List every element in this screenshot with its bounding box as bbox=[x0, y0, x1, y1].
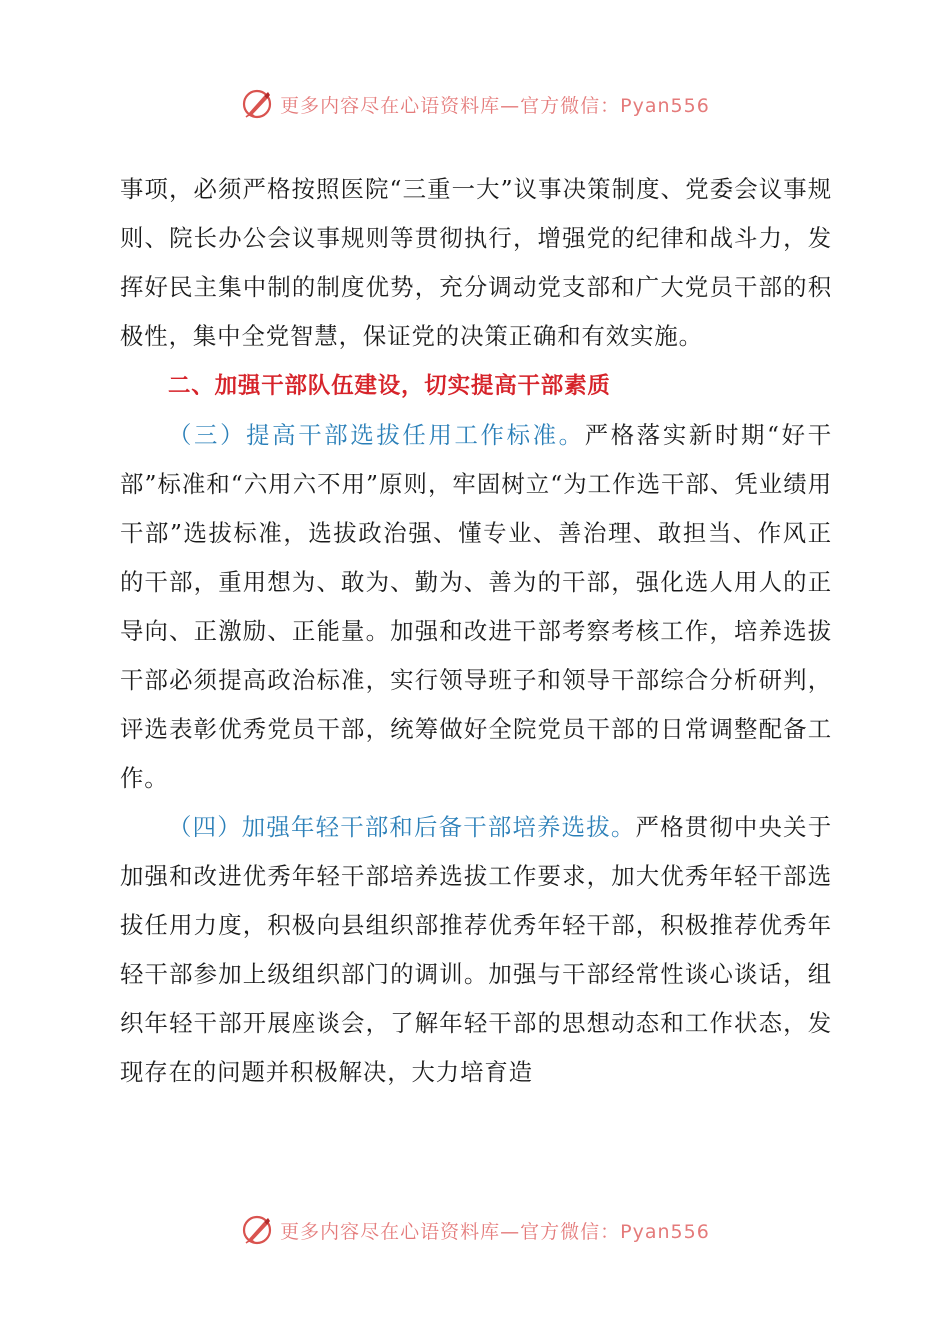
paragraph-4-body: 严格贯彻中央关于加强和改进优秀年轻干部培养选拔工作要求，加大优秀年轻干部选拔任用力度，积极向县组织部推荐优秀年轻干部，积极推荐优秀年轻干部参加上级组织部门的调训。加强与干部经常性谈心谈话，组织年轻干部开展座谈会，了解年轻干部的思想动态和工作状态，发现存在的问题并积极解决，大力培育造 bbox=[120, 813, 833, 1086]
paragraph-continued: 事项，必须严格按照医院“三重一大”议事决策制度、党委会议事规则、院长办公会议事规则等贯彻执行，增强党的纪律和战斗力，发挥好民主集中制的制度优势，充分调动党支部和广大党员干部的积极性，集中全党智慧，保证党的决策正确和有效实施。 bbox=[120, 175, 832, 350]
document-body bbox=[120, 165, 832, 1097]
footer-banner bbox=[0, 1208, 950, 1252]
header-banner bbox=[0, 82, 950, 126]
paragraph-3-body: 严格落实新时期“好干部”标准和“六用六不用”原则，牢固树立“为工作选干部、凭业绩用干部”选拔标准，选拔政治强、懂专业、善治理、敢担当、作风正的干部，重用想为、敢为、勤为、善为的干部，强化选人用人的正导向、正激励、正能量。加强和改进干部考察考核工作，培养选拔干部必须提高政治标准，实行领导班子和领导干部综合分析研判，评选表彰优秀党员干部，统筹做好全院党员干部的日常调整配备工作。 bbox=[120, 421, 832, 792]
subheading-4: （四）加强年轻干部和后备干部培养选拔。 bbox=[168, 813, 636, 841]
footer-banner-text: 更多内容尽在心语资料库—官方微信：Pyan556 bbox=[280, 1220, 710, 1243]
section-heading-2: 二、加强干部队伍建设，切实提高干部素质 bbox=[168, 373, 611, 399]
pen-logo-icon bbox=[240, 87, 274, 121]
header-banner-text: 更多内容尽在心语资料库—官方微信：Pyan556 bbox=[280, 94, 710, 117]
paragraph-3 bbox=[120, 411, 832, 803]
paragraph-4 bbox=[120, 803, 832, 1097]
subheading-3: （三）提高干部选拔任用工作标准。 bbox=[168, 421, 585, 449]
pen-logo-icon bbox=[240, 1213, 274, 1247]
